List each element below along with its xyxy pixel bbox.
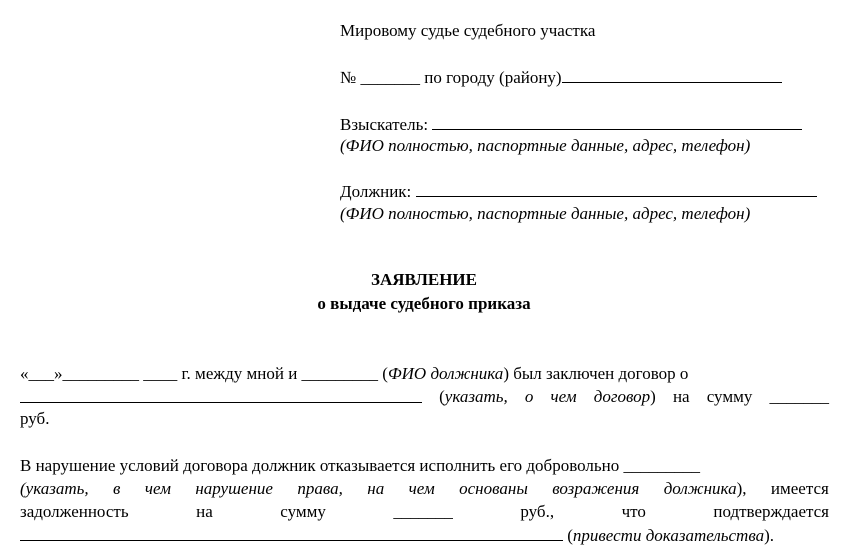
- p2-l2-word: в: [113, 479, 121, 498]
- debt-amount-blank: _______: [393, 502, 453, 521]
- p2-l1-text: В нарушение условий договора должник отказывается исполнить его добровольно _________: [20, 456, 700, 475]
- document-subtitle-text: о выдаче судебного приказа: [317, 294, 531, 313]
- p2-l3-word: задолженность: [20, 502, 129, 521]
- p1-l1-text: «___»_________ ____ г. между мной и _________ (: [20, 364, 388, 383]
- p1-l2-hint-word: договор: [593, 387, 651, 406]
- p2-l3-word: на: [196, 502, 213, 521]
- p1-l3-text: руб.: [20, 409, 50, 428]
- p1-l2-hint-word: указать,: [444, 387, 508, 406]
- debtor-hint-text: (ФИО полностью, паспортные данные, адрес, телефон): [340, 204, 751, 223]
- debtor-blank: [416, 181, 817, 197]
- paragraph1-line1: [20, 364, 829, 384]
- p2-l2-word: основаны: [459, 479, 528, 498]
- paragraph2-line4: [20, 525, 774, 546]
- p1-l1-lead: [20, 364, 688, 384]
- p2-l2-word: чем: [408, 479, 435, 498]
- p2-l2-paren-close: ),: [736, 479, 747, 498]
- p2-l3-word: сумму: [280, 502, 326, 521]
- debtor-hint: [340, 204, 750, 224]
- p1-l2-word: сумму: [706, 387, 753, 406]
- court-district-blank: [562, 67, 782, 83]
- p1-l1-debtor-hint: ФИО должника: [387, 364, 504, 383]
- paragraph1-line3: [20, 409, 49, 429]
- creditor-blank: [432, 114, 802, 130]
- p1-l2-hint-word: чем: [550, 387, 577, 406]
- paragraph2-line1: [20, 456, 829, 476]
- debtor-label: Должник:: [340, 182, 412, 201]
- amount-blank: _______: [769, 387, 829, 406]
- addressee-text: Мировому судье судебного участка: [340, 21, 596, 40]
- addressee-line: [340, 21, 595, 41]
- p1-l2-hint-word: о: [524, 387, 534, 406]
- p2-l2-word: имеется: [770, 479, 829, 498]
- p2-l2-word: нарушение: [195, 479, 273, 498]
- creditor-hint: [340, 136, 750, 156]
- p1-l2-hint-group: [439, 387, 508, 407]
- debtor-line: [340, 181, 817, 202]
- court-number-text: № _______ по городу (району): [340, 68, 562, 87]
- document-subtitle: [0, 294, 848, 314]
- evidence-blank: [20, 525, 563, 541]
- document-title: [0, 270, 848, 290]
- p1-l2-hint-end: [594, 387, 656, 407]
- paragraph2-line2: [20, 479, 829, 499]
- p2-l3-word: руб.,: [520, 502, 555, 521]
- p2-l2-word: чем: [144, 479, 171, 498]
- creditor-label: Взыскатель:: [340, 115, 429, 134]
- p2-l4-paren-close: ).: [764, 526, 775, 545]
- p2-l2-word: (указать,: [20, 479, 89, 498]
- court-number-line: [340, 67, 782, 88]
- p1-l2-paren-close: ): [650, 387, 656, 406]
- p2-l2-word: на: [367, 479, 385, 498]
- creditor-hint-text: (ФИО полностью, паспортные данные, адрес, телефон): [340, 136, 751, 155]
- p2-l4-paren-open: (: [567, 526, 573, 545]
- document-title-text: ЗАЯВЛЕНИЕ: [370, 270, 477, 289]
- p2-l2-hint-end: [664, 479, 747, 499]
- paragraph2-line3: [20, 502, 829, 522]
- contract-date-blank: [20, 387, 422, 403]
- p2-l3-word: что: [621, 502, 646, 521]
- p1-l1-tail: ) был заключен договор о: [503, 364, 689, 383]
- p2-l4-evidence-hint: привести доказательства: [572, 526, 765, 545]
- paragraph1-line2: [20, 387, 829, 407]
- creditor-line: [340, 114, 802, 135]
- p1-l2-paren-open: (: [439, 387, 445, 406]
- p2-l2-word: возражения: [552, 479, 640, 498]
- p2-l2-word: должника: [663, 479, 737, 498]
- p2-l2-word: права,: [297, 479, 343, 498]
- p2-l3-word: подтверждается: [713, 502, 829, 521]
- p1-l2-word: на: [672, 387, 690, 406]
